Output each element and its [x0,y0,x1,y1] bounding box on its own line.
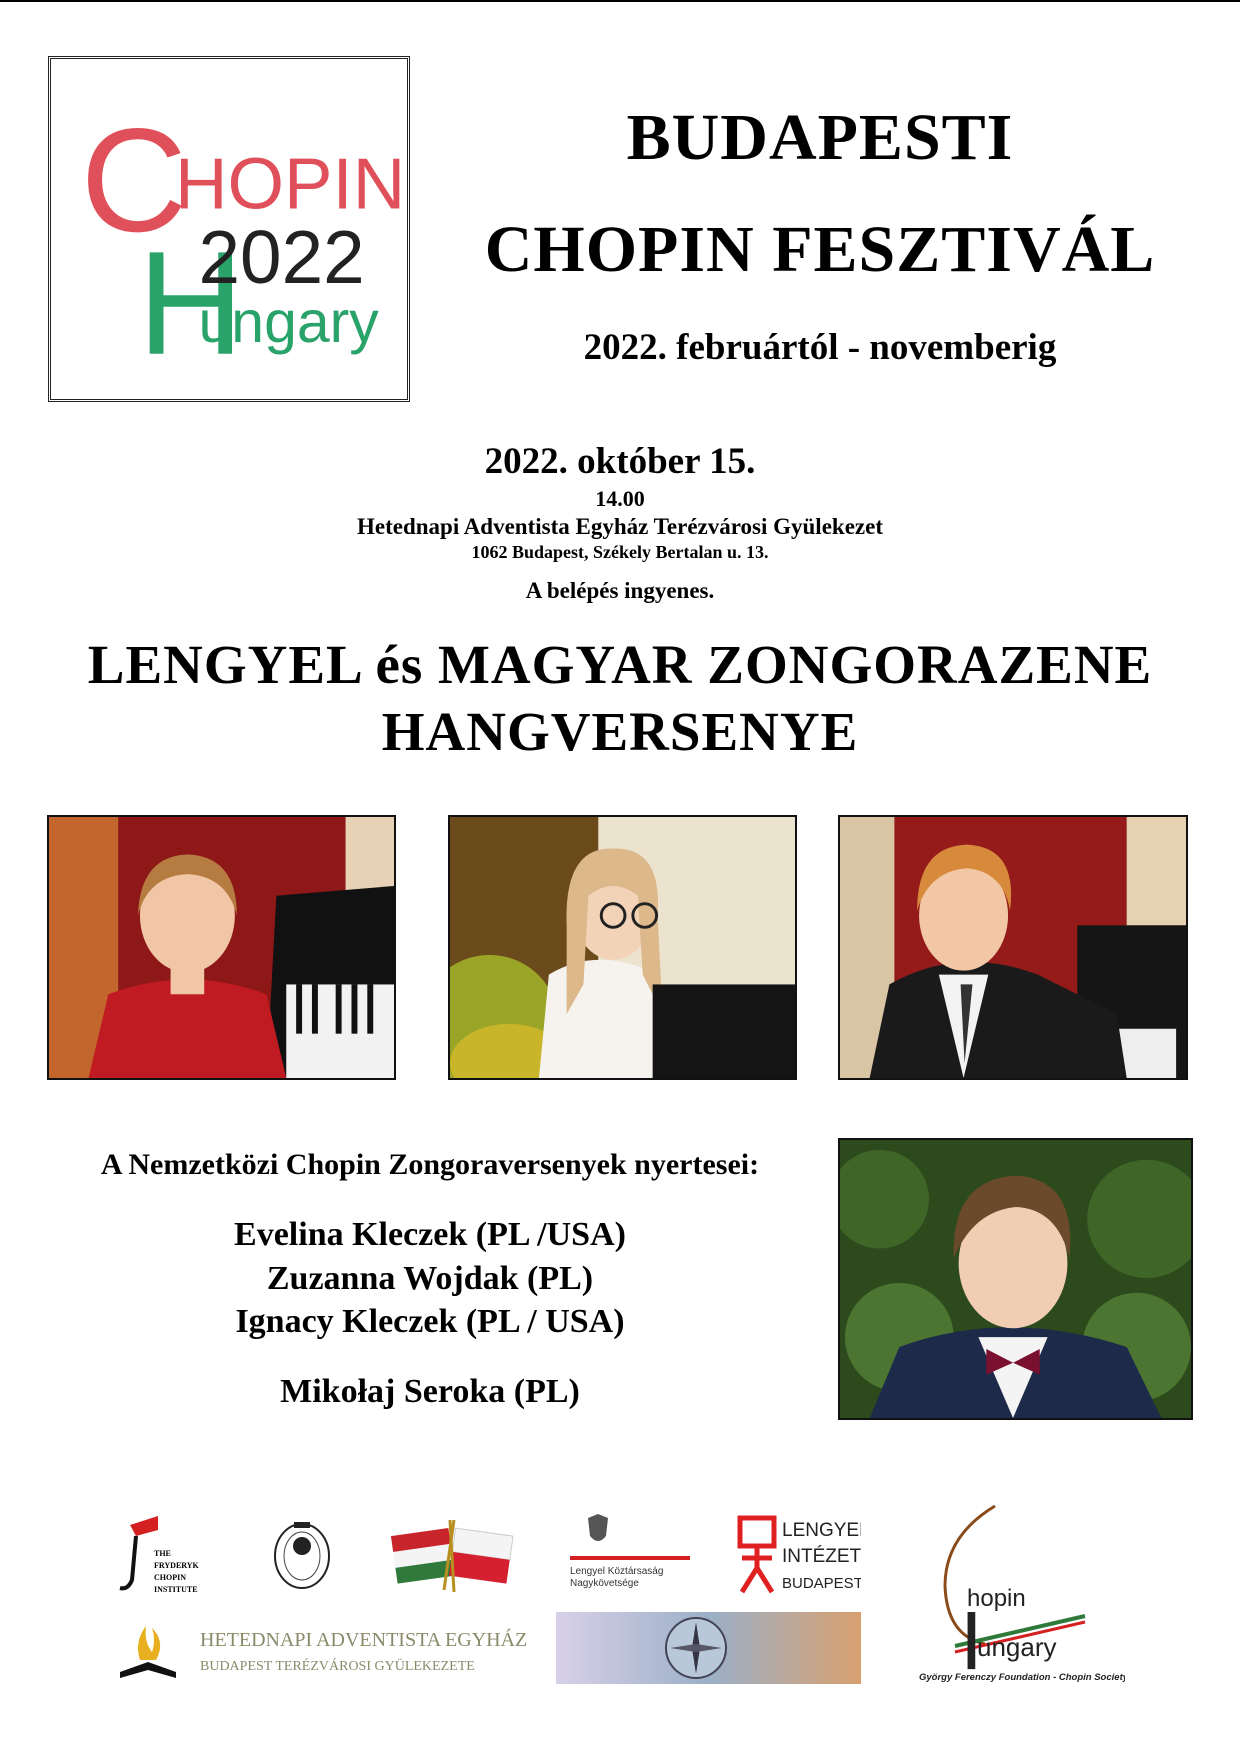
svg-text:THE: THE [154,1549,171,1558]
event-date: 2022. október 15. [484,441,756,482]
hungarian-polish-flags-icon [388,1520,516,1592]
svg-text:|: | [963,1602,980,1669]
winner-name: Mikołaj Seroka (PL) [280,1373,580,1410]
international-federation-chopin-societies-logo [272,1512,332,1592]
photo-ignacy-kleczek [838,815,1188,1080]
svg-text:ungary: ungary [977,1632,1057,1662]
svg-text:Nagykövetsége: Nagykövetsége [570,1578,639,1589]
svg-text:Lengyel Köztársaság: Lengyel Köztársaság [570,1566,664,1577]
winners-heading: A Nemzetközi Chopin Zongoraversenyek nyertesei: [100,1148,760,1181]
photo-mikolaj-seroka [838,1138,1193,1420]
logo-word-ungary: ungary [198,290,379,356]
winner-name: Evelina Kleczek (PL /USA) [234,1216,626,1253]
polish-embassy-logo [568,1512,693,1596]
svg-text:György Ferenczy Foundation - C: György Ferenczy Foundation - Chopin Society [919,1672,1125,1683]
festival-title-line1: BUDAPESTI [626,101,1014,174]
polish-institute-budapest-logo [736,1512,861,1598]
event-time: 14.00 [595,486,645,511]
chopin-hungary-society-logo [915,1496,1125,1684]
festival-subtitle: 2022. februártól - novemberig [583,327,1057,368]
svg-text:BUDAPEST TERÉZVÁROSI GYÜLEKEZE: BUDAPEST TERÉZVÁROSI GYÜLEKEZETE [200,1659,475,1674]
photo-zuzanna-wojdak [448,815,797,1080]
svg-text:INSTITUTE: INSTITUTE [154,1585,198,1594]
logo-letter-c: C [80,98,188,263]
adventist-church-logo [118,1612,538,1684]
event-address: 1062 Budapest, Székely Bertalan u. 13. [471,542,769,562]
svg-text:BUDAPEST: BUDAPEST [782,1575,861,1592]
svg-text:CHOPIN: CHOPIN [154,1573,186,1582]
concert-title-line2: HANGVERSENYE [381,701,859,762]
svg-text:LENGYEL: LENGYEL [782,1520,861,1541]
event-entry-note: A belépés ingyenes. [525,578,715,603]
photo-evelina-kleczek [47,815,396,1080]
top-border-line [0,0,1240,2]
chopin-2022-hungary-logo [48,56,410,402]
logo-letter-h: H [137,221,245,386]
svg-text:FRYDERYK: FRYDERYK [154,1561,199,1570]
svg-text:INTÉZET: INTÉZET [782,1546,861,1567]
concert-title-line1: LENGYEL és MAGYAR ZONGORAZENE [87,634,1153,695]
compass-banner-image [556,1612,861,1684]
fryderyk-chopin-institute-logo [118,1510,228,1600]
logo-year: 2022 [198,215,365,300]
event-venue: Hetednapi Adventista Egyház Terézvárosi Gyülekezet [356,514,883,539]
winner-name: Zuzanna Wojdak (PL) [266,1260,594,1297]
logo-word-hopin: HOPIN [174,143,406,225]
svg-text:HETEDNAPI ADVENTISTA EGYHÁZ: HETEDNAPI ADVENTISTA EGYHÁZ [200,1629,528,1651]
svg-text:hopin: hopin [967,1585,1026,1612]
festival-title-line2: CHOPIN FESZTIVÁL [484,213,1156,286]
winner-name: Ignacy Kleczek (PL / USA) [235,1303,625,1340]
